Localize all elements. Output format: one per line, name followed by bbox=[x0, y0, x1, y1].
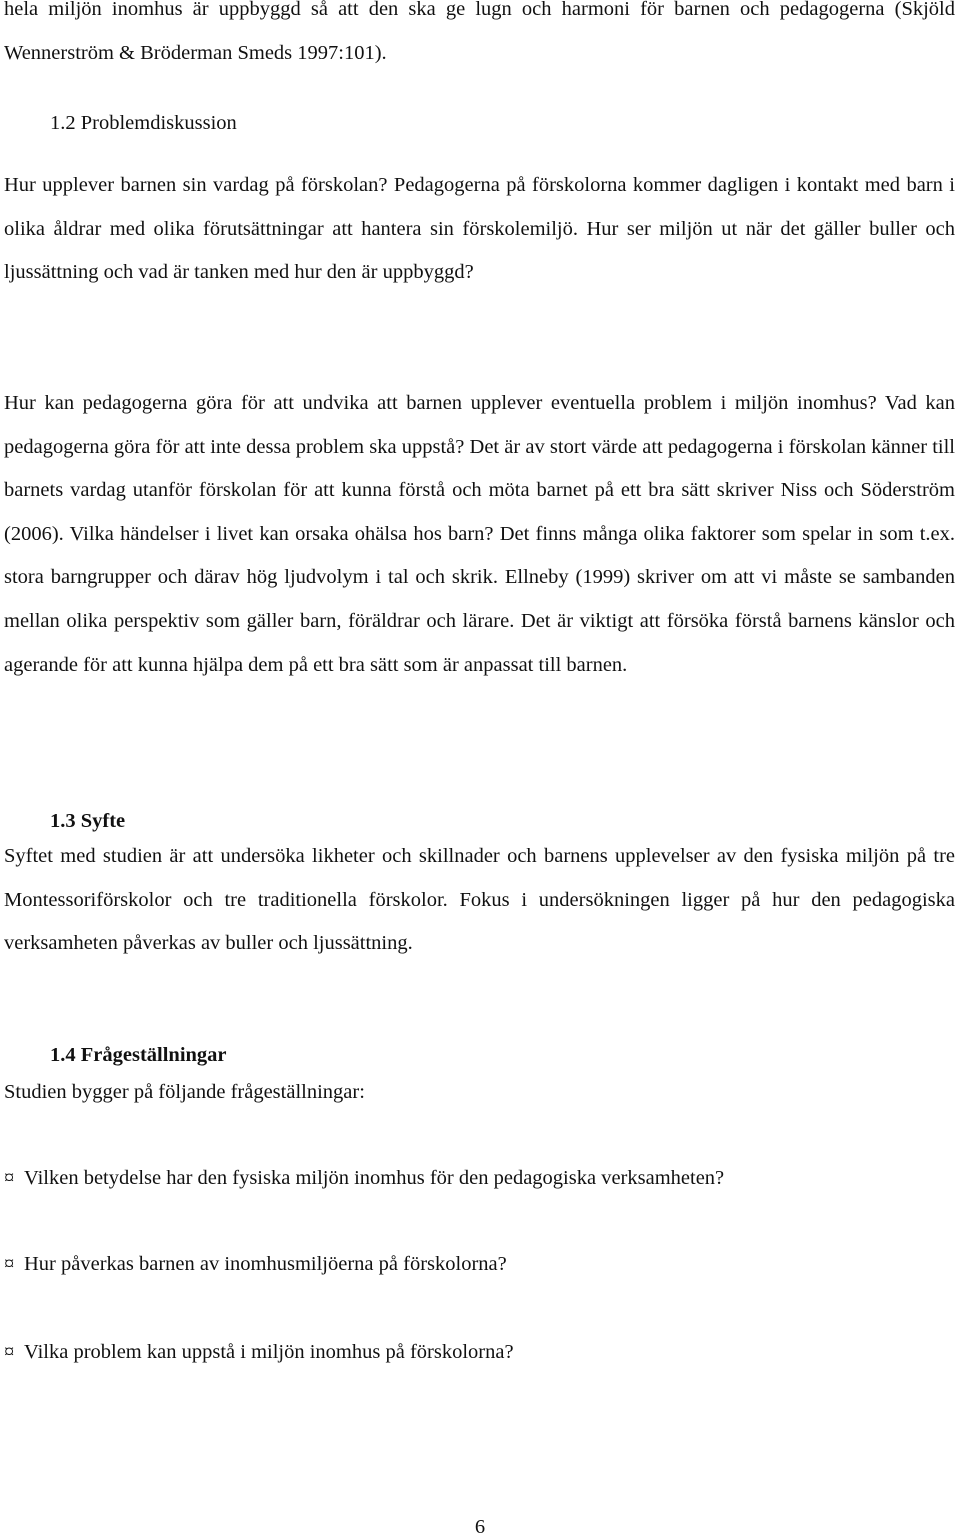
bullet-icon: ¤ bbox=[4, 1167, 15, 1189]
research-question-text: Hur påverkas barnen av inomhusmiljöerna på förskolorna? bbox=[24, 1253, 507, 1275]
problemdiskussion-paragraph-1: Hur upplever barnen sin vardag på förskolan? Pedagogerna på förskolorna kommer dagligen i kontakt med barn i olika åldrar med olika förutsättningar att hantera sin förskolemiljö. Hur ser miljön ut när det gäller buller och ljussättning och vad är tanken med hur den är uppbyggd? bbox=[4, 174, 955, 284]
section-heading-problemdiskussion: 1.2 Problemdiskussion bbox=[50, 112, 237, 134]
page-number: 6 bbox=[474, 1516, 486, 1538]
research-question-text: Vilka problem kan uppstå i miljön inomhus på förskolorna? bbox=[24, 1341, 514, 1363]
bullet-icon: ¤ bbox=[4, 1341, 15, 1363]
section-heading-syfte: 1.3 Syfte bbox=[50, 810, 126, 832]
syfte-paragraph: Syftet med studien är att undersöka likheter och skillnader och barnens upplevelser av den fysiska miljön på tre Montessoriförskolor och tre traditionella förskolor. Fokus i undersökningen ligger på hur den pedagogiska verksamheten påverkas av buller och ljussättning. bbox=[4, 845, 955, 955]
bullet-icon: ¤ bbox=[4, 1253, 15, 1275]
intro-paragraph: hela miljön inomhus är uppbyggd så att den ska ge lugn och harmoni för barnen och pedagogerna (Skjöld Wennerström & Bröderman Smeds 1997:101). bbox=[4, 0, 955, 64]
section-heading-fragestallningar: 1.4 Frågeställningar bbox=[50, 1044, 227, 1066]
research-question-2 bbox=[4, 1252, 507, 1276]
fragestallningar-intro: Studien bygger på följande frågeställningar: bbox=[4, 1081, 365, 1103]
research-question-1 bbox=[4, 1166, 724, 1190]
problemdiskussion-paragraph-2: Hur kan pedagogerna göra för att undvika att barnen upplever eventuella problem i miljön inomhus? Vad kan pedagogerna göra för att inte dessa problem ska uppstå? Det är av stort värde att pedagogerna i förskolan känner till barnets vardag utanför förskolan för att kunna förstå och möta barnet på ett bra sätt skriver Niss och Söderström (2006). Vilka händelser i livet kan orsaka ohälsa hos barn? Det finns många olika faktorer som spelar in som t.ex. stora barngrupper och därav hög ljudvolym i tal och skrik. Ellneby (1999) skriver om att vi måste se sambanden mellan olika perspektiv som gäller barn, föräldrar och lärare. Det är viktigt att försöka förstå barnens känslor och agerande för att kunna hjälpa dem på ett bra sätt som är anpassat till barnen. bbox=[4, 392, 955, 676]
research-question-text: Vilken betydelse har den fysiska miljön inomhus för den pedagogiska verksamheten? bbox=[24, 1167, 725, 1189]
research-question-3 bbox=[4, 1340, 514, 1364]
